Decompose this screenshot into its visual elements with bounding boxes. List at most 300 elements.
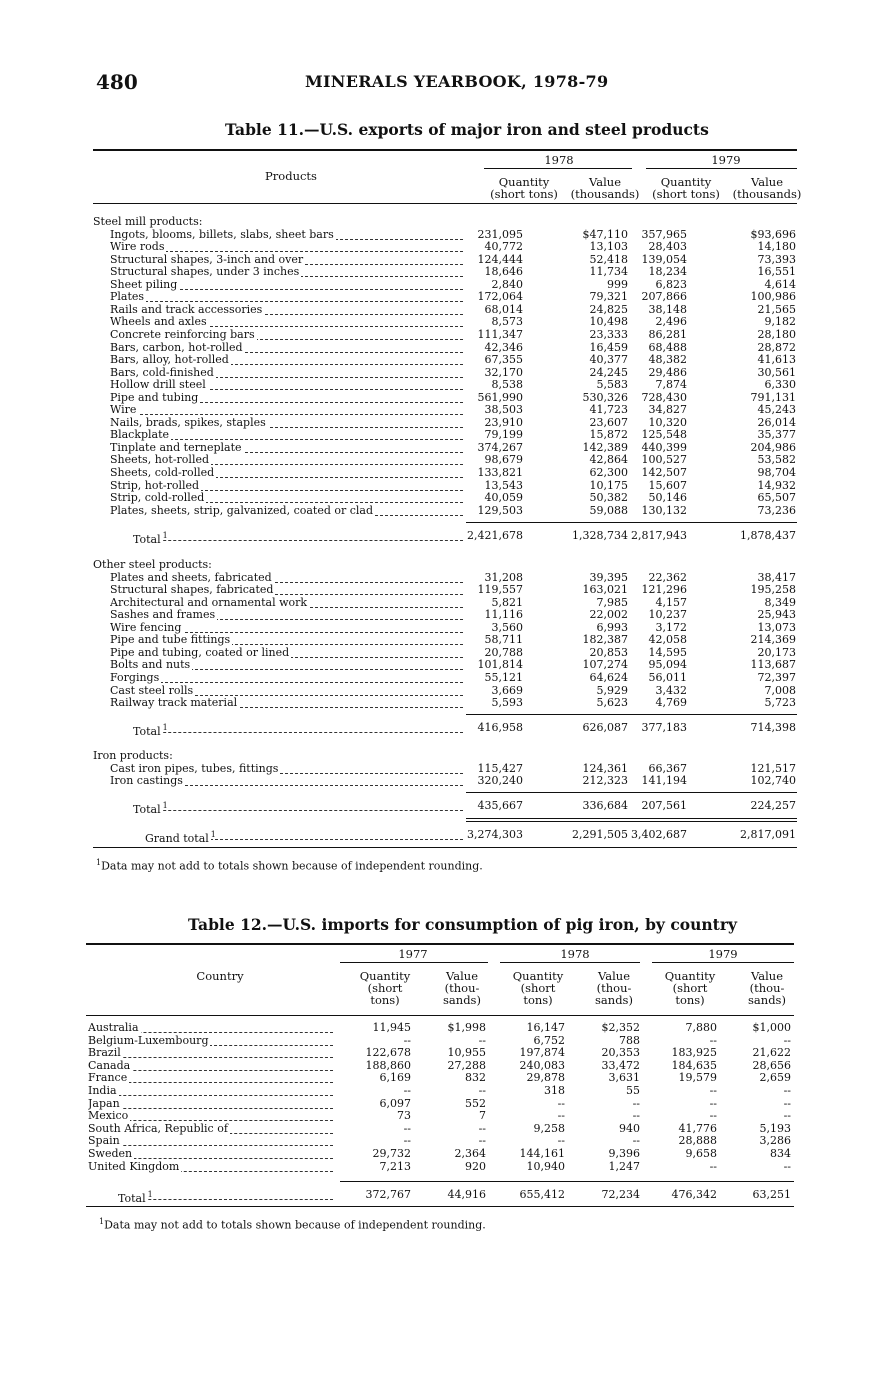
cell-value: 11,945 [372,1021,411,1034]
cell-value: 336,684 [582,799,628,812]
row-label: Spain [88,1135,120,1148]
cell-value: 55,121 [484,670,523,684]
table-row [0,1085,869,1098]
cell-value: 38,417 [757,570,796,584]
cell-value: 204,986 [750,440,796,454]
cell-value: 29,878 [526,1071,565,1085]
cell-value: 28,180 [757,327,796,341]
table-row [0,1123,869,1136]
t11-h-qty-1978: Quantity (short tons) [490,175,558,201]
cell-value: 48,382 [648,353,687,367]
table12-top-rule [86,943,794,945]
leader-dots [110,293,463,302]
cell-value: 7,985 [596,595,628,609]
cell-value: 32,170 [484,365,523,379]
cell-value: 10,940 [526,1159,565,1173]
table12-year-rule-1977 [340,962,488,963]
table-row [0,342,869,355]
table-row [0,1098,869,1111]
cell-value: 3,560 [491,620,523,634]
cell-value: 2,364 [454,1147,486,1160]
cell-value: -- [557,1109,565,1123]
table-row [0,697,869,710]
row-label: Total $^1$ [118,1190,153,1205]
cell-value: -- [403,1084,411,1097]
table-row [0,1035,869,1048]
cell-value: 231,095 [477,227,523,241]
cell-value: 224,257 [750,799,796,812]
cell-value: 3,286 [759,1134,791,1148]
cell-value: 59,088 [589,503,628,517]
table12-footnote: $^1$Data may not add to totals shown because of independent rounding. [99,1217,486,1232]
cell-value: 7 [479,1109,486,1123]
cell-value: 38,503 [484,403,523,417]
cell-value: -- [557,1096,565,1110]
cell-value: 832 [465,1071,486,1085]
cell-value: 7,874 [655,378,687,392]
cell-value: 14,595 [648,645,687,659]
table-row [0,609,869,622]
cell-value: 26,014 [757,415,796,429]
row-label: India [88,1085,117,1097]
table-row [0,584,869,597]
cell-value: 95,094 [648,658,687,672]
row-label: Ingots, blooms, billets, slabs, sheet bars [110,228,334,241]
cell-value: 7,008 [764,683,796,697]
cell-value: 18,234 [648,265,687,279]
cell-value: 6,823 [655,277,687,291]
cell-value: 5,583 [596,378,628,392]
cell-value: 714,398 [750,721,796,734]
row-label: Plates and sheets, fabricated [110,571,272,584]
cell-value: 8,538 [491,378,523,392]
cell-value: 28,888 [678,1134,717,1148]
table-row [0,454,869,467]
table12-year-1977: 1977 [398,947,428,961]
table-row [0,467,869,480]
cell-value: 318 [544,1084,565,1097]
cell-value: 3,172 [655,620,687,634]
row-label: Sheet piling [110,278,178,291]
cell-value: 119,557 [477,583,523,597]
cell-value: 791,131 [750,390,796,404]
cell-value: 40,059 [484,491,523,505]
section-heading-text: Iron products: [93,750,173,762]
table-row [0,1135,869,1148]
cell-value: 212,323 [582,774,628,788]
table-row [0,241,869,254]
cell-value: 2,840 [491,277,523,291]
cell-value: 39,395 [589,570,628,584]
cell-value: 72,234 [601,1188,640,1201]
cell-value: 79,199 [484,428,523,442]
cell-value: 107,274 [582,658,628,672]
cell-value: 41,776 [678,1121,717,1135]
cell-value: 28,656 [752,1058,791,1072]
row-label: Sashes and frames [110,609,216,622]
cell-value: 40,772 [484,240,523,254]
cell-value: 999 [607,277,628,291]
table-row [0,1047,869,1060]
table12-bottom-rule [86,1206,794,1207]
cell-value: 55 [626,1084,640,1097]
leader-dots [88,1097,333,1110]
cell-value: 34,827 [648,403,687,417]
cell-value: 182,387 [582,633,628,647]
cell-value: 184,635 [671,1058,717,1072]
t12-h-val: Value (thou- sands) [748,969,786,1007]
cell-value: 73,236 [757,503,796,517]
row-label: Hollow drill steel [110,379,206,392]
table-row [0,572,869,585]
cell-value: -- [478,1033,486,1047]
cell-value: 63,251 [752,1188,791,1201]
cell-value: 9,258 [533,1121,565,1135]
cell-value: 2,291,505 [572,828,628,841]
cell-value: 14,932 [757,478,796,492]
cell-value: 25,943 [757,608,796,622]
cell-value: 58,711 [484,633,523,647]
table-row [0,1060,869,1073]
cell-value: 16,459 [589,340,628,354]
cell-value: -- [403,1134,411,1148]
t12-h-qty: Quantity (short tons) [512,969,564,1007]
cell-value: 172,064 [477,290,523,304]
cell-value: 20,173 [757,645,796,659]
row-label: Rails and track accessories [110,303,263,316]
cell-value: 72,397 [757,670,796,684]
cell-value: 101,814 [477,658,523,672]
row-label: Cast steel rolls [110,684,194,697]
leader-dots [133,532,463,541]
total-row [0,529,869,546]
cell-value: 561,990 [477,390,523,404]
cell-value: 240,083 [519,1058,565,1072]
cell-value: 42,864 [589,453,628,467]
row-label: Australia [88,1022,139,1034]
section-heading [0,559,869,572]
cell-value: 5,821 [491,595,523,609]
table-row [0,763,869,776]
row-label: Structural shapes, 3-inch and over [110,253,304,266]
cell-value: 207,561 [641,799,687,812]
table-row [0,659,869,672]
cell-value: 68,488 [648,340,687,354]
leader-dots [133,802,463,811]
cell-value: 8,573 [491,315,523,329]
table-row [0,505,869,518]
table-row [0,316,869,329]
cell-value: 129,503 [477,503,523,517]
cell-value: 64,624 [589,670,628,684]
cell-value: 41,723 [589,403,628,417]
row-label: Mexico [88,1110,129,1123]
table11-footnote: $^1$Data may not add to totals shown because of independent rounding. [96,858,483,873]
cell-value: 20,853 [589,645,628,659]
row-label: Wire rods [110,241,165,254]
cell-value: 28,403 [648,240,687,254]
table-row [0,429,869,442]
cell-value: $1,000 [752,1021,791,1034]
cell-value: 66,367 [648,761,687,775]
t11-h-qty-1979: Quantity (short tons) [652,175,720,201]
table-row [0,672,869,685]
cell-value: 435,667 [477,799,523,812]
cell-value: -- [478,1121,486,1135]
cell-value: 15,607 [648,478,687,492]
row-label: Sheets, cold-rolled [110,467,215,479]
cell-value: 21,565 [757,302,796,316]
cell-value: 3,669 [491,683,523,697]
cell-value: 320,240 [477,774,523,788]
cell-value: -- [783,1096,791,1110]
cell-value: 42,058 [648,633,687,647]
table12-year-1979: 1979 [708,947,738,961]
row-label: Total $^1$ [133,531,168,546]
cell-value: 440,399 [641,440,687,454]
table-row [0,685,869,698]
row-label: United Kingdom [88,1160,180,1173]
cell-value: 122,678 [365,1046,411,1060]
cell-value: 124,361 [582,761,628,775]
row-label: Wire [110,404,137,417]
table-row [0,1110,869,1123]
cell-value: 18,646 [484,265,523,279]
cell-value: 33,472 [601,1058,640,1072]
cell-value: 30,561 [757,365,796,379]
t12-h-val: Value (thou- sands) [595,969,633,1007]
table11-top-rule [93,149,797,151]
row-label: Total $^1$ [133,723,168,738]
cell-value: 98,679 [484,453,523,467]
cell-value: 214,369 [750,633,796,647]
row-label: Blackplate [110,429,170,442]
cell-value: -- [783,1084,791,1097]
table11-stub-header: Products [265,169,317,183]
row-label: Forgings [110,671,160,684]
cell-value: 9,658 [685,1147,717,1160]
cell-value: 6,993 [596,620,628,634]
subtotal-rule [466,714,797,715]
table11-bottom-rule [93,847,797,848]
cell-value: -- [632,1109,640,1123]
cell-value: 10,498 [589,315,628,329]
cell-value: 142,507 [641,466,687,479]
row-label: Plates, sheets, strip, galvanized, coated or clad [110,504,374,517]
row-label: Brazil [88,1047,121,1060]
cell-value: 31,208 [484,570,523,584]
cell-value: -- [478,1134,486,1148]
row-label: Nails, brads, spikes, staples [110,416,266,429]
row-label: Grand total $^1$ [145,830,216,845]
cell-value: 6,752 [533,1033,565,1047]
cell-value: 98,704 [757,466,796,479]
cell-value: 11,116 [484,608,523,622]
table12-year-1978: 1978 [560,947,590,961]
cell-value: 102,740 [750,774,796,788]
grand-total-rule-2 [466,821,797,822]
cell-value: 19,579 [678,1071,717,1085]
cell-value: 2,817,943 [631,529,687,542]
section-heading-text: Steel mill products: [93,216,203,228]
subtotal-rule [466,792,797,793]
table-row [0,304,869,317]
table-row [0,229,869,242]
row-label: Bars, cold-finished [110,366,214,379]
table-row [0,1072,869,1085]
t12-h-val: Value (thou- sands) [443,969,481,1007]
cell-value: 4,614 [764,277,796,291]
row-label: Architectural and ornamental work [110,596,308,609]
row-label: Structural shapes, fabricated [110,584,274,597]
cell-value: 476,342 [671,1188,717,1201]
cell-value: 10,955 [447,1046,486,1060]
cell-value: 834 [770,1147,791,1160]
row-label: Wire fencing [110,621,182,634]
total-row [0,799,869,816]
cell-value: 133,821 [477,466,523,479]
row-label: Railway track material [110,697,238,710]
section-heading [0,750,869,763]
cell-value: 2,496 [655,315,687,329]
cell-value: 13,543 [484,478,523,492]
row-label: Concrete reinforcing bars [110,328,255,341]
table-row [0,329,869,342]
leader-dots [88,1049,333,1058]
table12-year-rule-1979 [652,962,794,963]
cell-value: 4,157 [655,595,687,609]
cell-value: 6,169 [379,1071,411,1085]
cell-value: 183,925 [671,1046,717,1060]
cell-value: $47,110 [582,227,628,241]
cell-value: 4,769 [655,696,687,710]
cell-value: -- [632,1096,640,1110]
cell-value: 45,243 [757,403,796,417]
cell-value: 552 [465,1096,486,1110]
cell-value: 6,330 [764,378,796,392]
cell-value: 68,014 [484,302,523,316]
leader-dots [133,724,463,733]
table-row [0,417,869,430]
table-row [0,1148,869,1161]
row-label: Japan [88,1097,120,1110]
table-row [0,379,869,392]
cell-value: -- [478,1084,486,1097]
cell-value: -- [783,1109,791,1123]
table11-year-1979: 1979 [711,153,741,167]
cell-value: 44,916 [447,1188,486,1201]
cell-value: 530,326 [582,390,628,404]
cell-value: 5,723 [764,696,796,710]
cell-value: 35,377 [757,428,796,442]
cell-value: 111,347 [477,327,523,341]
table12-header-rule [86,1015,794,1016]
cell-value: 22,362 [648,570,687,584]
cell-value: 197,874 [519,1046,565,1060]
table-row [0,775,869,788]
cell-value: 22,002 [589,608,628,622]
row-label: Bars, carbon, hot-rolled [110,341,243,354]
row-label: South Africa, Republic of [88,1122,228,1135]
cell-value: 195,258 [750,583,796,597]
cell-value: 13,103 [589,240,628,254]
table-row [0,254,869,267]
cell-value: 52,418 [589,252,628,266]
cell-value: -- [709,1159,717,1173]
cell-value: 141,194 [641,774,687,788]
cell-value: 79,321 [589,290,628,304]
cell-value: 15,872 [589,428,628,442]
cell-value: $93,696 [750,227,796,241]
table-row [0,622,869,635]
table12-year-rule-1978 [500,962,640,963]
row-label: Strip, cold-rolled [110,492,205,505]
cell-value: -- [709,1109,717,1123]
cell-value: 115,427 [477,761,523,775]
cell-value: 5,929 [596,683,628,697]
cell-value: 73 [397,1109,411,1123]
row-label: Plates [110,291,145,304]
cell-value: 11,734 [589,265,628,279]
cell-value: 5,593 [491,696,523,710]
cell-value: 1,328,734 [572,529,628,542]
row-label: Tinplate and terneplate [110,441,242,454]
cell-value: 188,860 [365,1058,411,1072]
cell-value: 73,393 [757,252,796,266]
leader-dots [88,1137,333,1146]
cell-value: 2,421,678 [467,529,523,542]
cell-value: 3,402,687 [631,828,687,841]
cell-value: -- [709,1033,717,1047]
cell-value: 53,582 [757,453,796,467]
section-heading [0,216,869,229]
cell-value: 9,396 [608,1147,640,1160]
table-row [0,1161,869,1174]
row-label: Sheets, hot-rolled [110,454,210,467]
cell-value: 357,965 [641,227,687,241]
t12-h-qty: Quantity (short tons) [664,969,716,1007]
cell-value: 23,333 [589,327,628,341]
cell-value: 416,958 [477,721,523,734]
cell-value: -- [783,1033,791,1047]
leader-dots [110,406,463,415]
cell-value: 655,412 [519,1188,565,1201]
cell-value: -- [557,1134,565,1148]
cell-value: 5,193 [759,1121,791,1135]
cell-value: 62,300 [589,466,628,479]
cell-value: 2,817,091 [740,828,796,841]
cell-value: 372,767 [365,1188,411,1201]
table-row [0,1022,869,1035]
cell-value: 29,732 [372,1147,411,1160]
cell-value: -- [709,1084,717,1097]
row-label: Strip, hot-rolled [110,479,200,492]
cell-value: 3,274,303 [467,828,523,841]
row-label: Pipe and tube fittings [110,634,231,647]
cell-value: 20,353 [601,1046,640,1060]
cell-value: 125,548 [641,428,687,442]
cell-value: 2,659 [759,1071,791,1085]
page-number: 480 [96,70,138,94]
table-row [0,634,869,647]
cell-value: 40,377 [589,353,628,367]
table-row [0,492,869,505]
cell-value: 86,281 [648,327,687,341]
cell-value: 100,527 [641,453,687,467]
cell-value: 67,355 [484,353,523,367]
table-row [0,279,869,292]
cell-value: 788 [619,1033,640,1047]
